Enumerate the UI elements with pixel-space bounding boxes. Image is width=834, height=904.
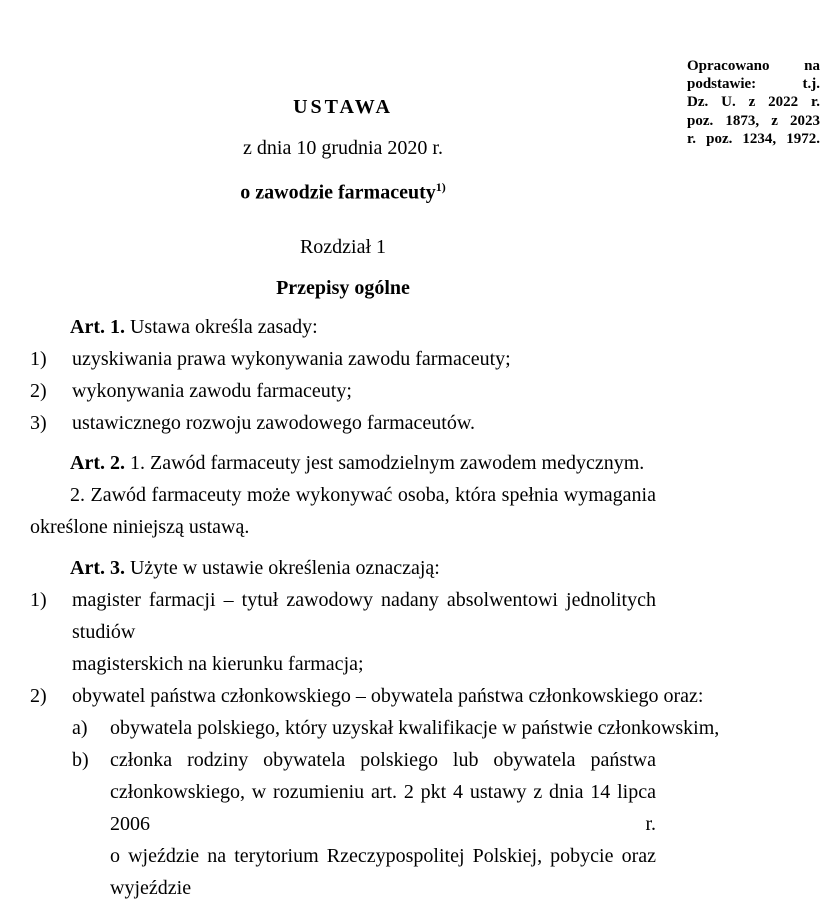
list-item-line: magisterskich na kierunku farmacja; — [72, 652, 364, 675]
art2-paragraph-1 — [30, 447, 656, 479]
art3-intro-text: Użyte w ustawie określenia oznaczają: — [129, 556, 440, 579]
art1-label: Art. 1. — [70, 315, 125, 338]
art2-paragraph-2-line: określone niniejszą ustawą. — [30, 515, 250, 538]
law-title: USTAWA — [293, 96, 393, 118]
footnote-ref: 1) — [435, 180, 446, 194]
list-item-line: magister farmacji – tytuł zawodowy nadany absolwentowi jednolitych studiów — [72, 588, 656, 643]
publication-note-line: Dz. U. z 2022 r. — [687, 94, 820, 111]
list-item-art3-1 — [30, 584, 656, 680]
chapter-title: Przepisy ogólne — [276, 276, 410, 299]
sub-list-item-b — [30, 744, 656, 904]
law-date: z dnia 10 grudnia 2020 r. — [243, 137, 443, 159]
art3-label: Art. 3. — [70, 556, 125, 579]
list-item-art3-2 — [30, 680, 704, 712]
list-item-art1-1 — [30, 343, 656, 375]
art2-label: Art. 2. — [70, 451, 125, 474]
list-item-text: wykonywania zawodu farmaceuty; — [72, 379, 352, 402]
art1-intro-text: Ustawa określa zasady: — [129, 315, 318, 338]
law-subject-text: o zawodzie farmaceuty — [240, 181, 436, 204]
publication-note-line: poz. 1873, z 2023 — [687, 112, 820, 129]
sub-list-item-line: członka rodziny obywatela polskiego lub obywatela państwa — [110, 748, 656, 771]
law-subject — [30, 174, 656, 206]
list-item-art1-2 — [30, 375, 656, 407]
list-item-text: ustawicznego rozwoju zawodowego farmaceutów. — [72, 411, 475, 434]
sub-list-item-line: o wjeździe na terytorium Rzeczypospolitej Polskiej, pobycie oraz wyjeździe — [110, 844, 656, 899]
list-marker: 2) — [30, 684, 47, 707]
document-body — [30, 0, 720, 904]
list-marker: 1) — [30, 588, 47, 611]
publication-note-line: podstawie: t.j. — [687, 76, 820, 93]
sub-list-marker: a) — [72, 716, 88, 739]
list-marker: 2) — [30, 379, 47, 402]
list-marker: 3) — [30, 411, 47, 434]
sub-list-item-line: członkowskiego, w rozumieniu art. 2 pkt 4 ustawy z dnia 14 lipca 2006 r. — [110, 780, 656, 835]
sub-list-item-text: obywatela polskiego, który uzyskał kwalifikacje w państwie członkowskim, — [110, 716, 720, 739]
chapter-number: Rozdział 1 — [299, 235, 387, 258]
list-item-text: uzyskiwania prawa wykonywania zawodu farmaceuty; — [72, 347, 511, 370]
art1-intro-paragraph — [30, 311, 656, 343]
publication-note-line: r. poz. 1234, 1972. — [687, 130, 820, 147]
publication-note-line: Opracowano na — [687, 58, 820, 74]
art3-intro-paragraph — [30, 552, 656, 584]
art2-paragraph-2-line: 2. Zawód farmaceuty może wykonywać osoba, która spełnia wymagania — [70, 483, 656, 506]
sub-list-item-a — [30, 712, 720, 744]
art2-para1-text: 1. Zawód farmaceuty jest samodzielnym zawodem medycznym. — [129, 451, 645, 474]
publication-note — [687, 57, 820, 148]
list-item-art1-3 — [30, 407, 656, 439]
sub-list-marker: b) — [72, 748, 89, 771]
list-item-text: obywatel państwa członkowskiego – obywatela państwa członkowskiego oraz: — [72, 684, 704, 707]
list-marker: 1) — [30, 347, 47, 370]
